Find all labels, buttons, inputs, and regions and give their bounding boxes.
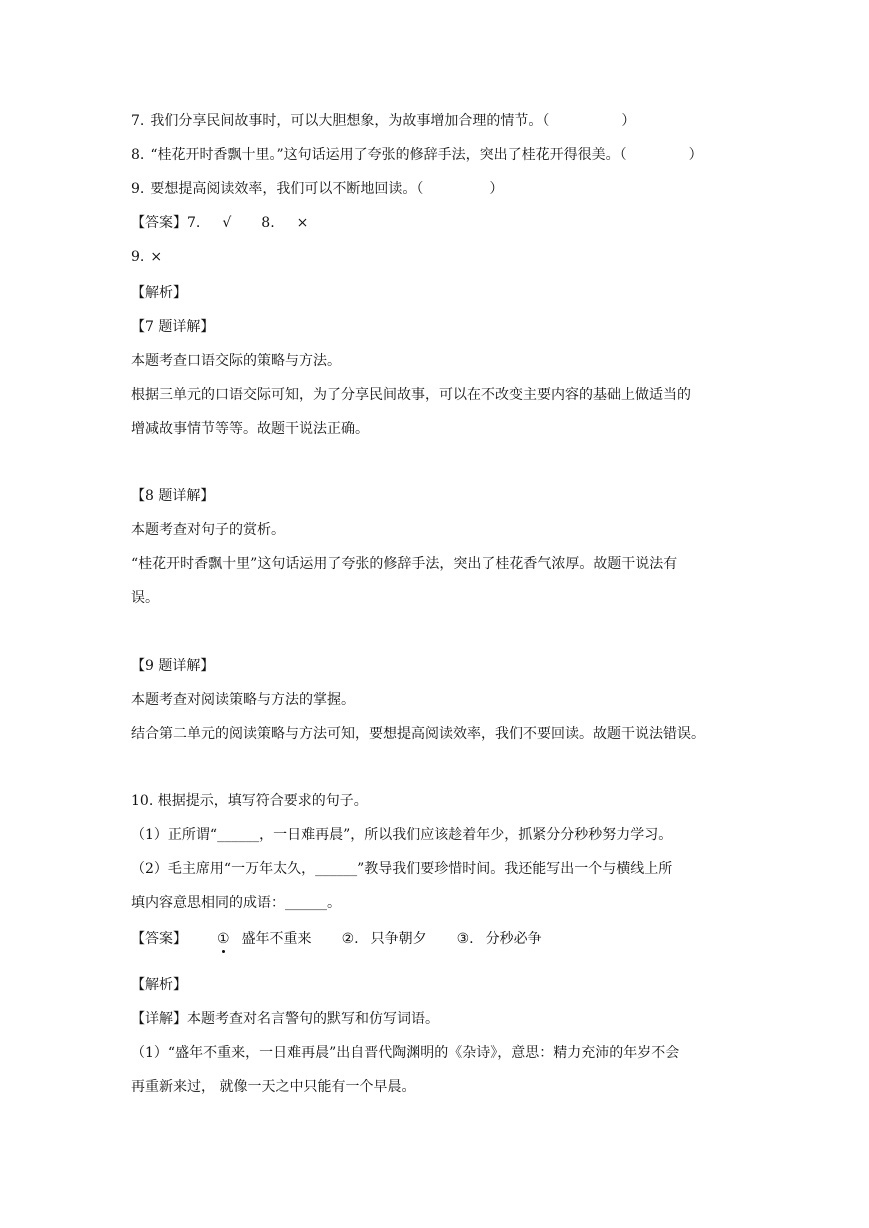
answer-7-value: √	[222, 215, 232, 231]
answer-8-number: 8.	[261, 215, 275, 231]
analysis-label: 【解析】	[131, 285, 187, 301]
answer-line-1	[131, 213, 308, 233]
answer-line-2	[131, 247, 162, 267]
answer-2-number: ②.	[341, 931, 359, 947]
answer-1-number: ①	[217, 931, 230, 947]
question-9	[131, 179, 503, 199]
answer-7-number: 7.	[187, 215, 201, 231]
answer-9-value: ×	[150, 249, 163, 265]
detail-10-paragraph-2b: 再重新来过， 就像一天之中只能有一个早晨。	[131, 1079, 416, 1095]
question-number: 7.	[131, 113, 145, 129]
answer-label: 【答案】	[131, 931, 187, 947]
detail-8-paragraph-2b: 误。	[131, 590, 159, 606]
question-10-sub-1: （1）正所谓“______，一日难再晨”，所以我们应该趁着年少，抓紧分分秒秒努力学习。	[131, 827, 673, 843]
detail-9-paragraph-2: 结合第二单元的阅读策略与方法可知，要想提高阅读效率，我们不要回读。故题干说法错误。	[131, 726, 705, 742]
question-number: 8.	[131, 147, 145, 163]
question-text: “桂花开时香飘十里。”这句话运用了夸张的修辞手法，突出了桂花开得很美。（	[150, 147, 627, 163]
question-8	[131, 145, 703, 165]
question-10-sub-2b: 填内容意思相同的成语：______。	[131, 895, 341, 911]
question-7	[131, 111, 635, 131]
detail-9-paragraph-1: 本题考查对阅读策略与方法的掌握。	[131, 692, 355, 708]
paren-close: ）	[688, 147, 703, 163]
answer-label: 【答案】	[131, 215, 187, 231]
detail-8-heading: 【8 题详解】	[131, 488, 215, 504]
answer-line-3	[131, 929, 542, 949]
paren-close: ）	[621, 113, 636, 129]
question-number: 9.	[131, 181, 145, 197]
answer-2-value: 只争朝夕	[370, 931, 427, 947]
detail-7-paragraph-1: 本题考查口语交际的策略与方法。	[131, 353, 341, 369]
detail-8-paragraph-1: 本题考查对句子的赏析。	[131, 522, 285, 538]
analysis-label-2: 【解析】	[131, 977, 187, 993]
question-text: 要想提高阅读效率，我们可以不断地回读。（	[150, 181, 424, 197]
answer-1-value: 盛年不重来	[241, 931, 312, 947]
detail-7-heading: 【7 题详解】	[131, 319, 215, 335]
detail-7-paragraph-2a: 根据三单元的口语交际可知，为了分享民间故事，可以在不改变主要内容的基础上做适当的	[131, 387, 691, 403]
answer-9-number: 9.	[131, 249, 145, 265]
answer-3-value: 分秒必争	[485, 931, 542, 947]
question-10-sub-2a: （2）毛主席用“一万年太久，______”教导我们要珍惜时间。我还能写出一个与横线上所	[131, 861, 673, 877]
answer-3-number: ③.	[456, 931, 474, 947]
detail-10-paragraph-2a: （1）“盛年不重来，一日难再晨”出自晋代陶渊明的《杂诗》，意思：精力充沛的年岁不会	[131, 1045, 680, 1061]
detail-8-paragraph-2a: “桂花开时香飘十里”这句话运用了夸张的修辞手法，突出了桂花香气浓厚。故题干说法有	[131, 556, 678, 572]
question-text: 我们分享民间故事时，可以大胆想象，为故事增加合理的情节。（	[150, 113, 550, 129]
detail-9-heading: 【9 题详解】	[131, 658, 215, 674]
detail-7-paragraph-2b: 增减故事情节等等。故题干说法正确。	[131, 421, 369, 437]
detail-10-paragraph-1: 【详解】本题考查对名言警句的默写和仿写词语。	[131, 1011, 439, 1027]
question-10-stem: 10. 根据提示，填写符合要求的句子。	[131, 793, 368, 809]
answer-8-value: ×	[296, 215, 309, 231]
paren-close: ）	[489, 181, 504, 197]
